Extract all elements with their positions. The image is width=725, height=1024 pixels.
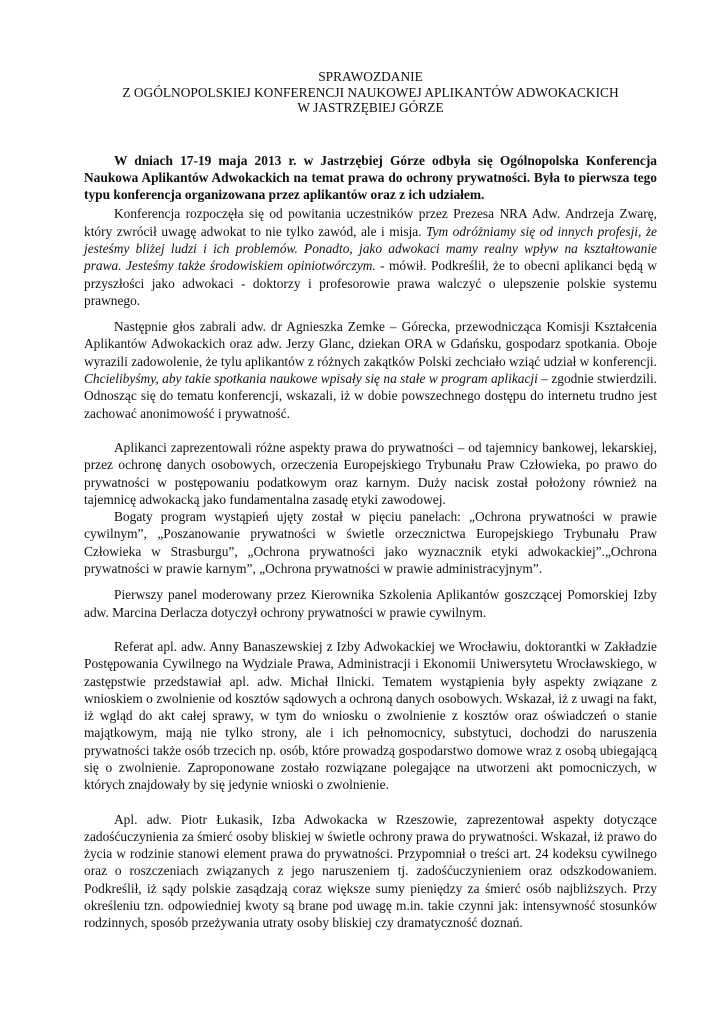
paragraph-opening-text-b: - mówił. Podkreślił, że to obecni aplikanci będą w przyszłości jako adwokaci - doktorzy i profesorowie prawa walczyć o ulepszenie polskie systemu prawnego. bbox=[84, 258, 657, 308]
paragraph-aspects: Aplikanci zaprezentowali różne aspekty prawa do prywatności – od tajemnicy bankowej, lekarskiej, przez ochronę danych osobowych, orzeczenia Europejskiego Trybunału Praw Człowieka, po prawo do prywatności w postępowaniu podatkowym oraz karnym. Duży nacisk został położony również na tajemnicę adwokacką jako fundamentalna zasadę etyki zawodowej. bbox=[84, 439, 657, 507]
title-line-3: W JASTRZĘBIEJ GÓRZE bbox=[297, 100, 444, 115]
paragraph-speakers-text-b: – zgodnie stwierdzili. Odnosząc się do tematu konferencji, wskazali, iż w dobie powszechnego dostępu do internetu trudno jest zachować anonimowość i prywatność. bbox=[84, 371, 658, 421]
paragraph-opening bbox=[84, 205, 657, 309]
title-line-1: SPRAWOZDANIE bbox=[318, 69, 423, 84]
lead-paragraph: W dniach 17-19 maja 2013 r. w Jastrzębiej Górze odbyła się Ogólnopolska Konferencja Naukowa Aplikantów Adwokackich na temat prawa do ochrony prywatności. Była to pierwsza tego typu konferencja organizowana przez aplikantów oraz z ich udziałem. bbox=[84, 152, 657, 203]
paragraph-opening-text-a: Konferencja rozpoczęła się od powitania uczestników przez Prezesa NRA Adw. Andrzeja Zwarę, który zwrócił uwagę adwokat to nie tylko zawód, ale i misja. bbox=[84, 206, 657, 239]
paragraph-first-panel: Pierwszy panel moderowany przez Kierownika Szkolenia Aplikantów goszczącej Pomorskiej Izby adw. Marcina Derlacza dotyczył ochrony prywatności w prawie cywilnym. bbox=[84, 587, 657, 620]
paragraph-banaszewska: Referat apl. adw. Anny Banaszewskiej z Izby Adwokackiej we Wrocławiu, doktorantki w Zakładzie Postępowania Cywilnego na Wydziale Prawa, Administracji i Ekonomii Uniwersytetu Wrocławskiego, w zastępstwie przedstawiał apl. adw. Michał Ilnicki. Tematem wystąpienia były aspekty związane z wnioskiem o zwolnienie od kosztów sądowych a ochroną danych osobowych. Wskazał, iż z uwagi na fakt, iż wgląd do akt całej sprawy, w tym do wniosku o zwolnienie z kosztów oraz oświadczeń o stanie majątkowym, mają nie tylko strony, ale i ich pełnomocnicy, substytuci, dochodzi do naruszenia prywatności także osób trzecich np. osób, które prowadzą gospodarstwo domowe wraz z osobą ubiegającą się o zwolnienie. Zaproponowane zostało rozwiązane polegające na utworzeni akt pomocniczych, w których znajdowały by się jedynie wnioski o zwolnienie. bbox=[84, 638, 657, 793]
paragraph-program: Bogaty program wystąpień ujęty został w pięciu panelach: „Ochrona prywatności w prawie cywilnym”, „Poszanowanie prywatności w świetle orzecznictwa Europejskiego Trybunału Praw Człowieka w Strasburgu”, „Ochrona prywatności jako wyznacznik etyki adwokackiej”.„Ochrona prywatności w prawie karnym”, „Ochrona prywatności w prawie administracyjnym”. bbox=[84, 509, 657, 577]
paragraph-lukasik: Apl. adw. Piotr Łukasik, Izba Adwokacka w Rzeszowie, zaprezentował aspekty dotyczące zadośćuczynienia za śmierć osoby bliskiej w świetle ochrony prawa do prywatności. Wskazał, iż prawo do życia w rodzinie stanowi element prawa do prywatności. Przypomniał o treści art. 24 kodeksu cywilnego oraz o roszczeniach związanych z jego naruszeniem tj. zadośćuczynieniem oraz odszkodowaniem. Podkreślił, iż sądy polskie zasądzają coraz większe sumy pieniędzy za śmierć osób najbliższych. Przy określeniu tzn. odpowiedniej kwoty są brane pod uwagę m.in. takie czynni jak: intensywność stosunków rodzinnych, sposób przeżywania utraty osoby bliskiej czy dramatyczność doznań. bbox=[84, 811, 657, 931]
paragraph-speakers bbox=[84, 318, 657, 422]
quote-speakers: Chcielibyśmy, aby takie spotkania naukowe wpisały się na stałe w program aplikacji bbox=[84, 371, 538, 387]
report-title bbox=[84, 69, 657, 116]
title-line-2: Z OGÓLNOPOLSKIEJ KONFERENCJI NAUKOWEJ APLIKANTÓW ADWOKACKICH bbox=[122, 84, 619, 100]
quote-president: Tym odróżniamy się od innych profesji, że jesteśmy bliżej ludzi i ich problemów. Ponadto, jako adwokaci mamy realny wpływ na kształtowanie prawa. Jesteśmy także środowiskiem opiniotwórczym. bbox=[84, 223, 657, 274]
paragraph-speakers-text-a: Następnie głos zabrali adw. dr Agnieszka Zemke – Górecka, przewodnicząca Komisji Kształcenia Aplikantów Adwokackich oraz adw. Jerzy Glanc, dziekan ORA w Gdańsku, gospodarz spotkania. Oboje wyrazili zadowolenie, że tylu aplikantów z różnych zakątków Polski zechciało wziąć udział w konferencji. bbox=[84, 319, 657, 369]
